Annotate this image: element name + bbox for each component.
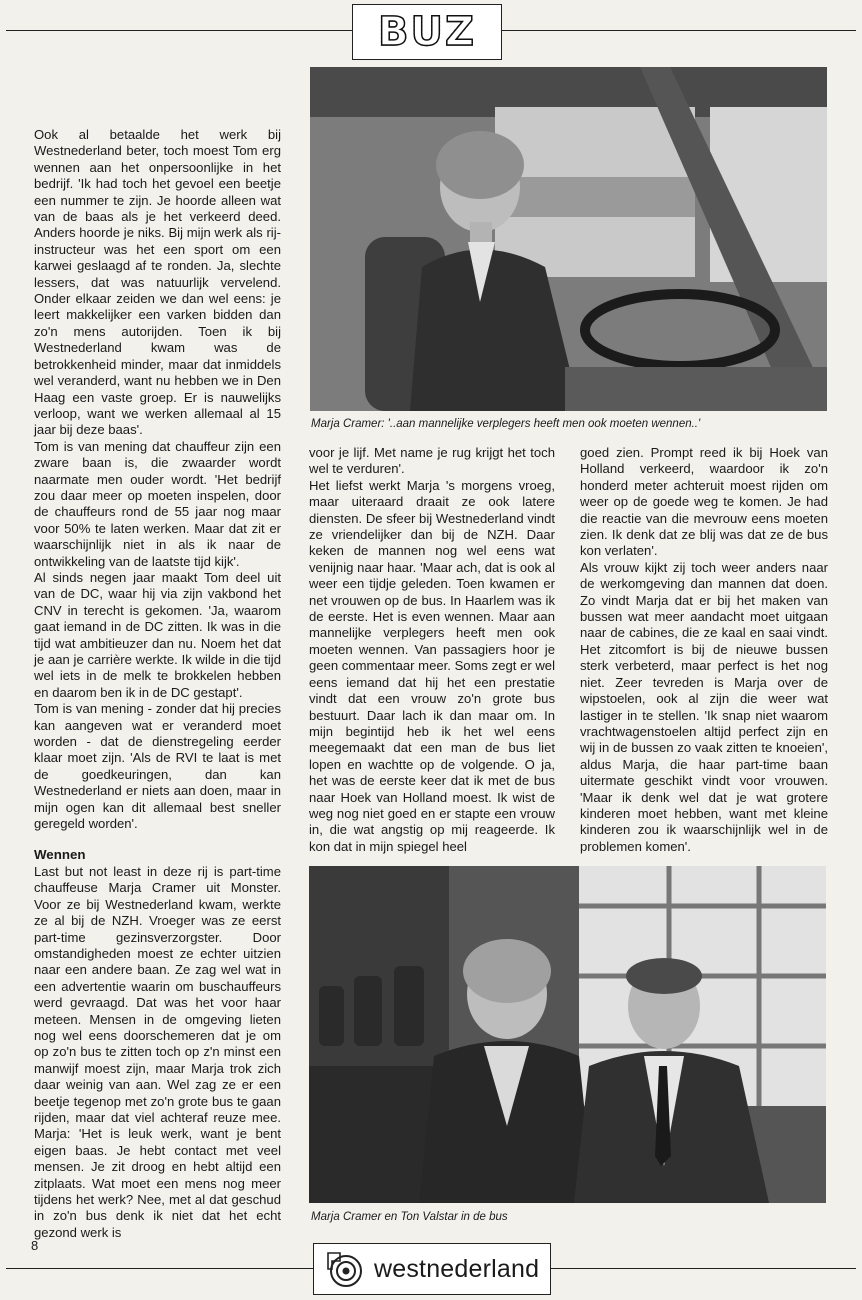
photo-two-in-bus (309, 866, 826, 1203)
photo-driver-at-wheel (310, 67, 827, 411)
right-column (580, 445, 828, 855)
bottom-rule-left (6, 1268, 313, 1269)
right-paragraph: Als vrouw kijkt zij toch weer anders naar de werkomgeving dan mannen dat doen. Zo vindt Marja dat er bij het maken van bussen wat meer aandacht moet uitgaan naar de cabines, die ze kaal en saai vindt. Het zitcomfort is bij de nieuwe bussen sterk verbeterd, maar perfect is het nog niet. Zeer tevreden is Marja over de wipstoelen, ook al zijn die weer wat lastiger in te stellen. 'Ik snap niet waarom vrachtwagenstoelen altijd perfect zijn en wij in de bussen zo vaak zitten te knoeien', aldus Marja, die haar part-time baan uitermate geschikt vindt voor vrouwen. 'Maar ik denk wel dat je wat grotere kinderen moet hebben, want met kleine kinderen zou ik waarschijnlijk wel in de problemen komen'. (580, 559, 828, 854)
section-heading: Wennen (34, 847, 86, 863)
bottom-photo-caption: Marja Cramer en Ton Valstar in de bus (311, 1211, 508, 1223)
left-paragraph: Tom is van mening dat chauffeur zijn een zware baan is, die zwaarder wordt naarmate men ouder wordt. 'Het bedrijf zou daar meer op moeten inspelen, door de chauffeurs rond de 55 jaar nog maar voor 50% te laten werken. Maar dat zit er waarschijnlijk niet in als ik naar de ontwikkeling van de laatste tijd kijk'. (34, 438, 281, 569)
left-paragraph: Al sinds negen jaar maakt Tom deel uit van de DC, waar hij via zijn vakbond het CNV in terecht is gekomen. 'Ja, waarom gaat iemand in de DC zitten. Ik was in die tijd wat ambitieuzer dan nu. Noem het dat je aan je carrière werkte. Ik wilde in die tijd wel iets in de melk te brokkelen hebben en daarom ben ik in de DC gestapt'. (34, 569, 281, 700)
section-paragraph: Last but not least in deze rij is part-time chauffeuse Marja Cramer uit Monster. Voor ze bij Westnederland kwam, werkte ze al bij de NZH. Vroeger was ze eerst part-time gezinsverzorgster. Door omstandigheden moest ze echter uitzien naar een andere baan. Ze zag wel wat in een advertentie waarin om buschauffeurs werd gevraagd. Dat was het voor haar meteen. Mensen in de omgeving lieten nog wel eens doorschemeren dat je om op zo'n bus te zitten toch op z'n minst een manwijf moest zijn, maar Marja trok zich daar weinig van aan. Wel zag ze er een beetje tegenop met zo'n grote bus te gaan rijden, maar dat viel achteraf reuze mee. Marja: 'Het is leuk werk, want je bent eigen baas. Je hebt contact met veel mensen. Je zit droog en hebt altijd een zitplaats. Wat moet een mens nog meer tijdens het werk? Nee, met al dat geschud in zo'n bus denk ik niet dat het echt gezond werk is (34, 863, 281, 1240)
left-column (34, 127, 281, 1241)
middle-column (309, 445, 555, 855)
photo-two-in-bus-illustration (309, 866, 826, 1203)
westnederland-logo-icon (322, 1247, 366, 1291)
left-paragraph: Ook al betaalde het werk bij Westnederland beter, toch moest Tom erg wennen aan het onpersoonlijke in het bedrijf. 'Ik had toch het gevoel een beetje een nummer te zijn. Je hoorde alleen wat van de baas als je het verkeerd deed. Anders hoorde je niks. Bij mijn werk als rij-instructeur was het een sport om een karwei geslaagd af te ronden. Ja, slechte lessers, dat was natuurlijk vervelend. Onder elkaar zeiden we dan wel eens: je leert makkelijker een varken bidden dan zo'n mens autorijden. Toen ik bij Westnederland kwam was de betrokkenheid minder, maar dat inmiddels wel veranderd, want nu hebben we in Den Haag een vaste groep. Er is nauwelijks verloop, want we werken allemaal al 15 jaar bij deze baas'. (34, 127, 281, 438)
left-paragraph: Tom is van mening - zonder dat hij precies kan aangeven wat er veranderd moet worden - dat de dienstregeling eerder klaar moet zijn. 'Als de RVI te laat is met de goedkeuringen, dan kan Westnederland er niets aan doen, maar in mijn ogen kan dit allemaal best sneller geregeld worden'. (34, 701, 281, 832)
footer-brand-name: westnederland (374, 1254, 540, 1283)
bottom-rule-right (549, 1268, 856, 1269)
top-photo-caption: Marja Cramer: '..aan mannelijke verplegers heeft men ook moeten wennen..' (311, 418, 701, 430)
middle-paragraph: Het liefst werkt Marja 's morgens vroeg, maar uiteraard draait ze ook latere diensten. De sfeer bij Westnederland vindt ze vriendelijker dan bij de NZH. Daar keken de mannen nog wel eens wat venijnig naar haar. 'Maar ach, dat is ook al weer een tijdje geleden. Toen kwamen er net vrouwen op de bus. In Haarlem was ik de eerste. Het is even wennen. Maar aan mannelijke verplegers heeft men ook moeten wennen. Van passagiers hoor je geen commentaar meer. Soms zegt er wel eens iemand dat hij het een prestatie vindt dat een vrouw zo'n grote bus bestuurt. Daar lach ik dan maar om. In mijn begintijd heb ik het wel eens meegemaakt dat een man de bus liet lopen en wachtte op de volgende. O ja, het was de eerste keer dat ik met de bus naar Hoek van Holland moest. Ik wist de weg nog niet goed en er stapte een vrouw in, die wat angstig op mij reageerde. Ik kon dat in mijn spiegel heel (309, 477, 555, 854)
footer-brand-box (313, 1243, 551, 1295)
page-number: 8 (31, 1238, 39, 1253)
masthead-title: BUZ (378, 9, 476, 55)
top-rule-left (6, 30, 352, 31)
right-paragraph: goed zien. Prompt reed ik bij Hoek van Holland verkeerd, waardoor ik zo'n honderd meter achteruit moest rijden om weer op de goede weg te komen. Je had die reactie van die mevrouw eens moeten zien. Ik denk dat ze blij was dat ze de bus kon verlaten'. (580, 445, 828, 559)
top-rule-right (500, 30, 856, 31)
masthead-logo (352, 4, 502, 60)
middle-paragraph: voor je lijf. Met name je rug krijgt het toch wel te verduren'. (309, 445, 555, 477)
photo-driver-illustration (310, 67, 827, 411)
